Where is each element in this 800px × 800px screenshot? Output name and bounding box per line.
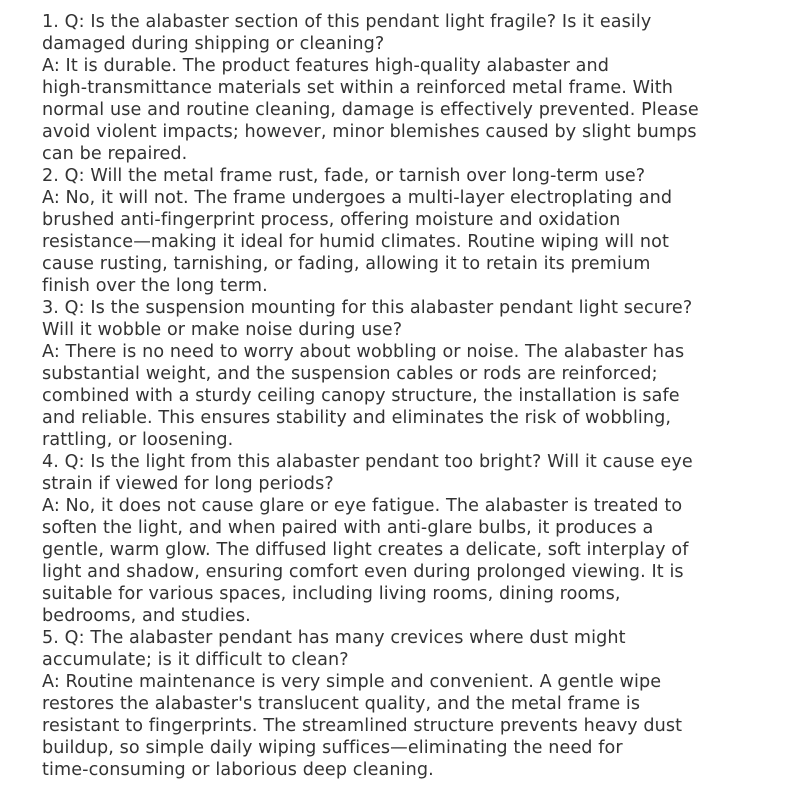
faq-item-1 (42, 11, 772, 165)
faq-answer-3-line-1: A: There is no need to worry about wobbling or noise. The alabaster has (42, 342, 685, 362)
faq-question-3-line-1: 3. Q: Is the suspension mounting for this alabaster pendant light secure? (42, 298, 693, 318)
faq-answer-1-line-2: high-transmittance materials set within a reinforced metal frame. With (42, 78, 673, 98)
faq-answer-4-line-1: A: No, it does not cause glare or eye fatigue. The alabaster is treated to (42, 496, 683, 516)
faq-item-5 (42, 627, 772, 781)
faq-question-5-line-1: 5. Q: The alabaster pendant has many crevices where dust might (42, 628, 626, 648)
faq-answer-3-line-4: and reliable. This ensures stability and eliminates the risk of wobbling, (42, 408, 672, 428)
faq-question-2-line-1: 2. Q: Will the metal frame rust, fade, or tarnish over long-term use? (42, 166, 646, 186)
faq-document (42, 11, 772, 781)
faq-answer-1-line-5: can be repaired. (42, 144, 188, 164)
faq-answer-4-line-3: gentle, warm glow. The diffused light creates a delicate, soft interplay of (42, 540, 689, 560)
faq-question-4-line-1: 4. Q: Is the light from this alabaster pendant too bright? Will it cause eye (42, 452, 693, 472)
faq-answer-2-line-3: resistance—making it ideal for humid climates. Routine wiping will not (42, 232, 669, 252)
faq-question-4-line-2: strain if viewed for long periods? (42, 474, 334, 494)
faq-item-2 (42, 165, 772, 297)
faq-answer-4-line-2: soften the light, and when paired with anti-glare bulbs, it produces a (42, 518, 654, 538)
faq-question-1-line-1: 1. Q: Is the alabaster section of this pendant light fragile? Is it easily (42, 12, 652, 32)
faq-answer-3-line-2: substantial weight, and the suspension cables or rods are reinforced; (42, 364, 658, 384)
faq-answer-4-line-5: suitable for various spaces, including living rooms, dining rooms, (42, 584, 621, 604)
faq-question-3-line-2: Will it wobble or make noise during use? (42, 320, 403, 340)
faq-answer-5-line-2: restores the alabaster's translucent quality, and the metal frame is (42, 694, 641, 714)
faq-answer-3-line-3: combined with a sturdy ceiling canopy structure, the installation is safe (42, 386, 680, 406)
faq-answer-2-line-5: finish over the long term. (42, 276, 268, 296)
faq-answer-5-line-1: A: Routine maintenance is very simple and convenient. A gentle wipe (42, 672, 662, 692)
faq-item-4 (42, 451, 772, 627)
faq-question-5-line-2: accumulate; is it difficult to clean? (42, 650, 349, 670)
faq-answer-3-line-5: rattling, or loosening. (42, 430, 234, 450)
faq-answer-5-line-5: time-consuming or laborious deep cleaning. (42, 760, 434, 780)
faq-item-3 (42, 297, 772, 451)
faq-answer-4-line-6: bedrooms, and studies. (42, 606, 251, 626)
faq-answer-1-line-4: avoid violent impacts; however, minor blemishes caused by slight bumps (42, 122, 697, 142)
faq-answer-5-line-4: buildup, so simple daily wiping suffices—eliminating the need for (42, 738, 623, 758)
faq-answer-5-line-3: resistant to fingerprints. The streamlined structure prevents heavy dust (42, 716, 683, 736)
faq-answer-1-line-1: A: It is durable. The product features high-quality alabaster and (42, 56, 610, 76)
faq-answer-2-line-1: A: No, it will not. The frame undergoes a multi-layer electroplating and (42, 188, 673, 208)
faq-answer-2-line-2: brushed anti-fingerprint process, offering moisture and oxidation (42, 210, 621, 230)
faq-question-1-line-2: damaged during shipping or cleaning? (42, 34, 385, 54)
faq-answer-1-line-3: normal use and routine cleaning, damage is effectively prevented. Please (42, 100, 699, 120)
faq-answer-2-line-4: cause rusting, tarnishing, or fading, allowing it to retain its premium (42, 254, 651, 274)
faq-answer-4-line-4: light and shadow, ensuring comfort even during prolonged viewing. It is (42, 562, 684, 582)
